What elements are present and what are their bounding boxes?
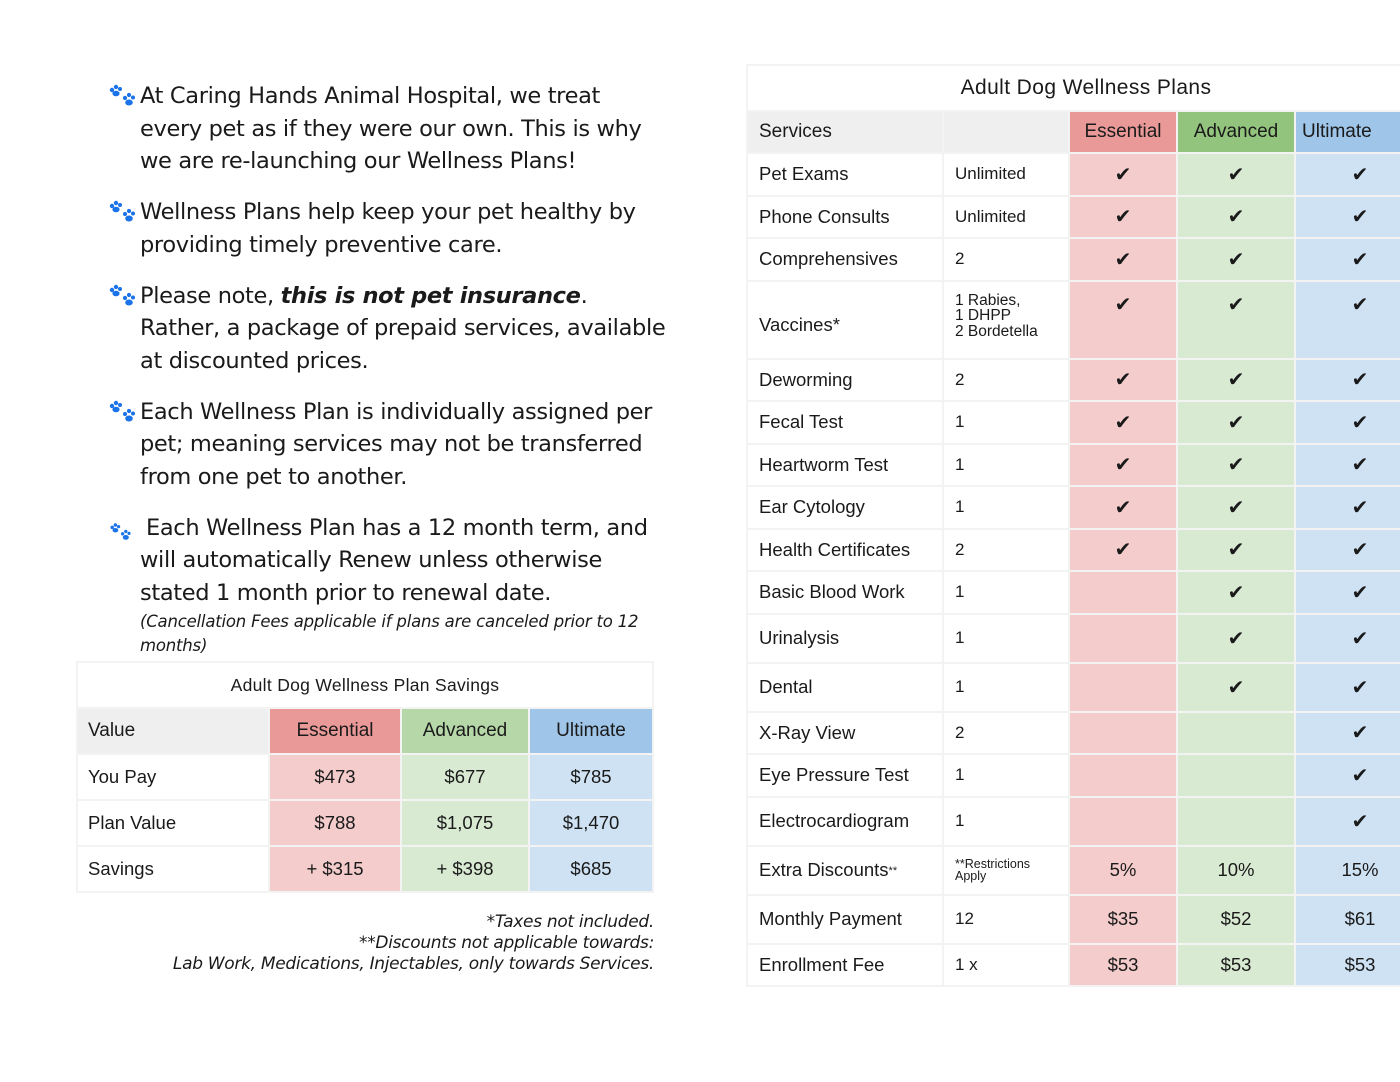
advanced-checkmark-icon: ✔ bbox=[1178, 664, 1294, 711]
ultimate-value: $785 bbox=[530, 755, 652, 799]
ultimate-checkmark-icon: ✔ bbox=[1296, 282, 1400, 358]
savings-table-title: Adult Dog Wellness Plan Savings bbox=[78, 663, 652, 707]
service-name bbox=[748, 896, 942, 943]
service-label: Heartworm Test bbox=[759, 453, 889, 475]
service-name bbox=[748, 847, 942, 894]
advanced-checkmark-icon: ✔ bbox=[1178, 239, 1294, 280]
service-quantity: 1 bbox=[944, 798, 1068, 845]
table-row bbox=[748, 197, 1400, 238]
row-label: You Pay bbox=[78, 755, 268, 799]
ultimate-checkmark-icon: ✔ bbox=[1296, 615, 1400, 662]
table-row bbox=[78, 801, 652, 845]
service-quantity: 1 bbox=[944, 572, 1068, 613]
ultimate-checkmark-icon: ✔ bbox=[1296, 154, 1400, 195]
service-label: X-Ray View bbox=[759, 721, 856, 743]
ultimate-checkmark-icon: ✔ bbox=[1296, 445, 1400, 486]
bullet-item bbox=[108, 396, 668, 494]
advanced-checkmark-icon: ✔ bbox=[1178, 487, 1294, 528]
service-quantity: 1 bbox=[944, 445, 1068, 486]
table-row bbox=[748, 530, 1400, 571]
service-name bbox=[748, 197, 942, 238]
service-label: Extra Discounts bbox=[759, 859, 889, 880]
service-quantity: 1 bbox=[944, 402, 1068, 443]
paw-print-icon bbox=[108, 84, 138, 110]
essential-checkmark-icon: ✔ bbox=[1070, 402, 1176, 443]
service-label: Basic Blood Work bbox=[759, 581, 905, 603]
ultimate-checkmark-icon: ✔ bbox=[1296, 239, 1400, 280]
table-row bbox=[748, 713, 1400, 754]
header-advanced: Advanced bbox=[402, 709, 528, 753]
service-quantity: Unlimited bbox=[944, 197, 1068, 238]
ultimate-cell: $53 bbox=[1296, 945, 1400, 986]
service-name bbox=[748, 798, 942, 845]
paw-print-icon bbox=[108, 284, 138, 310]
quantity-line: **Restrictions bbox=[955, 857, 1031, 871]
quantity-line: 1 Rabies, bbox=[955, 291, 1021, 309]
essential-checkmark-icon: ✔ bbox=[1070, 360, 1176, 401]
essential-checkmark-icon: ✔ bbox=[1070, 282, 1176, 358]
service-quantity: 1 bbox=[944, 615, 1068, 662]
savings-header-row bbox=[78, 709, 652, 753]
service-name bbox=[748, 572, 942, 613]
footnotes bbox=[173, 912, 654, 975]
essential-cell bbox=[1070, 615, 1176, 662]
service-quantity: 1 bbox=[944, 755, 1068, 796]
advanced-checkmark-icon: ✔ bbox=[1178, 445, 1294, 486]
service-name bbox=[748, 615, 942, 662]
bullet-item bbox=[108, 80, 668, 178]
advanced-checkmark-icon: ✔ bbox=[1178, 154, 1294, 195]
service-name bbox=[748, 239, 942, 280]
service-label: Dental bbox=[759, 676, 813, 697]
advanced-checkmark-icon: ✔ bbox=[1178, 572, 1294, 613]
cancellation-note: (Cancellation Fees applicable if plans are canceled prior to 12 months) bbox=[140, 611, 639, 655]
service-label: Monthly Payment bbox=[759, 908, 902, 929]
table-row bbox=[78, 847, 652, 891]
bullet-text: Wellness Plans help keep your pet healthy by providing timely preventive care. bbox=[140, 199, 636, 258]
table-row bbox=[748, 755, 1400, 796]
paw-print-icon bbox=[108, 400, 138, 426]
service-quantity: 2 bbox=[944, 713, 1068, 754]
service-name bbox=[748, 154, 942, 195]
essential-checkmark-icon: ✔ bbox=[1070, 487, 1176, 528]
ultimate-checkmark-icon: ✔ bbox=[1296, 402, 1400, 443]
service-quantity bbox=[944, 847, 1068, 894]
essential-cell: $35 bbox=[1070, 896, 1176, 943]
footnote-discounts-detail: Lab Work, Medications, Injectables, only towards Services. bbox=[172, 954, 654, 974]
quantity-line: 2 Bordetella bbox=[955, 322, 1038, 340]
ultimate-cell: $61 bbox=[1296, 896, 1400, 943]
ultimate-checkmark-icon: ✔ bbox=[1296, 360, 1400, 401]
essential-checkmark-icon: ✔ bbox=[1070, 197, 1176, 238]
essential-checkmark-icon: ✔ bbox=[1070, 445, 1176, 486]
essential-cell bbox=[1070, 572, 1176, 613]
bullet-item bbox=[108, 196, 668, 261]
service-name bbox=[748, 664, 942, 711]
essential-cell: $53 bbox=[1070, 945, 1176, 986]
header-ultimate: Ultimate bbox=[1296, 112, 1400, 152]
intro-bullet-list bbox=[108, 80, 668, 676]
service-label: Ear Cytology bbox=[759, 496, 865, 518]
table-row bbox=[748, 572, 1400, 613]
service-quantity: 2 bbox=[944, 360, 1068, 401]
plans-header-row bbox=[748, 112, 1400, 152]
header-advanced: Advanced bbox=[1178, 112, 1294, 152]
service-label: Urinalysis bbox=[759, 627, 840, 648]
table-row bbox=[748, 798, 1400, 845]
essential-checkmark-icon: ✔ bbox=[1070, 154, 1176, 195]
ultimate-checkmark-icon: ✔ bbox=[1296, 798, 1400, 845]
service-name bbox=[748, 402, 942, 443]
bullet-text: Each Wellness Plan is individually assigned per pet; meaning services may not be transferred from one pet to another. bbox=[140, 398, 653, 491]
essential-cell bbox=[1070, 755, 1176, 796]
paw-print-icon bbox=[109, 522, 133, 543]
ultimate-checkmark-icon: ✔ bbox=[1296, 197, 1400, 238]
header-essential: Essential bbox=[270, 709, 400, 753]
table-row bbox=[748, 847, 1400, 894]
advanced-checkmark-icon: ✔ bbox=[1178, 360, 1294, 401]
footnote-discounts: **Discounts not applicable towards: bbox=[359, 933, 654, 953]
service-quantity: 2 bbox=[944, 530, 1068, 571]
advanced-value: $1,075 bbox=[402, 801, 528, 845]
table-row bbox=[748, 445, 1400, 486]
ultimate-checkmark-icon: ✔ bbox=[1296, 755, 1400, 796]
header-value: Value bbox=[78, 709, 268, 753]
service-quantity: 12 bbox=[944, 896, 1068, 943]
service-name bbox=[748, 487, 942, 528]
essential-checkmark-icon: ✔ bbox=[1070, 239, 1176, 280]
table-row bbox=[748, 945, 1400, 986]
essential-cell bbox=[1070, 664, 1176, 711]
essential-cell bbox=[1070, 798, 1176, 845]
quantity-line: 1 DHPP bbox=[955, 307, 1011, 324]
advanced-cell: $53 bbox=[1178, 945, 1294, 986]
quantity-line: Apply bbox=[955, 869, 987, 883]
footnote-taxes: *Taxes not included. bbox=[486, 912, 654, 932]
service-label: Enrollment Fee bbox=[759, 953, 885, 975]
essential-cell bbox=[1070, 713, 1176, 754]
ultimate-cell: 15% bbox=[1296, 847, 1400, 894]
header-essential: Essential bbox=[1070, 112, 1176, 152]
table-row bbox=[748, 360, 1400, 401]
advanced-checkmark-icon: ✔ bbox=[1178, 282, 1294, 358]
service-name bbox=[748, 282, 942, 358]
essential-value: $788 bbox=[270, 801, 400, 845]
service-name bbox=[748, 945, 942, 986]
wellness-plans-table bbox=[746, 64, 1400, 987]
service-quantity: Unlimited bbox=[944, 154, 1068, 195]
service-name bbox=[748, 713, 942, 754]
service-name bbox=[748, 755, 942, 796]
service-label: Comprehensives bbox=[759, 248, 898, 270]
ultimate-value: $1,470 bbox=[530, 801, 652, 845]
bullet-item bbox=[108, 280, 668, 378]
table-row bbox=[748, 239, 1400, 280]
table-row bbox=[748, 664, 1400, 711]
service-quantity: 1 bbox=[944, 664, 1068, 711]
table-row bbox=[78, 755, 652, 799]
savings-table bbox=[76, 661, 654, 893]
table-row bbox=[748, 402, 1400, 443]
table-row bbox=[748, 154, 1400, 195]
table-row bbox=[748, 896, 1400, 943]
ultimate-checkmark-icon: ✔ bbox=[1296, 530, 1400, 571]
bullet-item bbox=[108, 512, 668, 658]
footnote-marker: ** bbox=[888, 865, 898, 877]
paw-print-icon bbox=[108, 200, 138, 226]
service-quantity bbox=[944, 282, 1068, 358]
ultimate-checkmark-icon: ✔ bbox=[1296, 713, 1400, 754]
service-quantity: 1 x bbox=[944, 945, 1068, 986]
advanced-checkmark-icon: ✔ bbox=[1178, 197, 1294, 238]
advanced-value: $677 bbox=[402, 755, 528, 799]
row-label: Savings bbox=[78, 847, 268, 891]
service-label: Electrocardiogram bbox=[759, 810, 910, 831]
service-label: Eye Pressure Test bbox=[759, 764, 909, 786]
essential-checkmark-icon: ✔ bbox=[1070, 530, 1176, 571]
service-name bbox=[748, 530, 942, 571]
bullet-text-post: . Rather, a package of prepaid services, available at discounted prices. bbox=[140, 282, 666, 374]
advanced-checkmark-icon: ✔ bbox=[1178, 530, 1294, 571]
advanced-cell bbox=[1178, 798, 1294, 845]
ultimate-checkmark-icon: ✔ bbox=[1296, 572, 1400, 613]
bullet-text: At Caring Hands Animal Hospital, we treat every pet as if they were our own. This is why we are re-launching our Wellness Plans! bbox=[140, 83, 642, 175]
service-label: Fecal Test bbox=[759, 411, 843, 433]
advanced-cell bbox=[1178, 755, 1294, 796]
ultimate-checkmark-icon: ✔ bbox=[1296, 487, 1400, 528]
header-ultimate: Ultimate bbox=[530, 709, 652, 753]
service-label: Phone Consults bbox=[759, 205, 890, 227]
ultimate-checkmark-icon: ✔ bbox=[1296, 664, 1400, 711]
table-row bbox=[748, 615, 1400, 662]
advanced-checkmark-icon: ✔ bbox=[1178, 402, 1294, 443]
advanced-cell: 10% bbox=[1178, 847, 1294, 894]
table-row bbox=[748, 487, 1400, 528]
service-quantity: 2 bbox=[944, 239, 1068, 280]
service-label: Vaccines* bbox=[759, 313, 840, 335]
service-label: Health Certificates bbox=[759, 538, 911, 560]
advanced-cell bbox=[1178, 713, 1294, 754]
row-label: Plan Value bbox=[78, 801, 268, 845]
header-services: Services bbox=[748, 112, 942, 152]
service-name bbox=[748, 445, 942, 486]
service-label: Pet Exams bbox=[759, 163, 849, 185]
plans-table-title: Adult Dog Wellness Plans bbox=[748, 66, 1400, 110]
bullet-text-pre: Please note, bbox=[140, 282, 281, 309]
ultimate-value: $685 bbox=[530, 847, 652, 891]
service-quantity: 1 bbox=[944, 487, 1068, 528]
service-name bbox=[748, 360, 942, 401]
table-row bbox=[748, 282, 1400, 358]
service-label: Deworming bbox=[759, 368, 853, 390]
insurance-disclaimer-emphasis: this is not pet insurance bbox=[280, 282, 581, 309]
header-quantity bbox=[944, 112, 1068, 152]
essential-value: + $315 bbox=[270, 847, 400, 891]
bullet-text: Each Wellness Plan has a 12 month term, and will automatically Renew unless otherwise stated 1 month prior to renewal date. bbox=[140, 514, 648, 607]
advanced-value: + $398 bbox=[402, 847, 528, 891]
essential-cell: 5% bbox=[1070, 847, 1176, 894]
advanced-cell: $52 bbox=[1178, 896, 1294, 943]
essential-value: $473 bbox=[270, 755, 400, 799]
advanced-checkmark-icon: ✔ bbox=[1178, 615, 1294, 662]
